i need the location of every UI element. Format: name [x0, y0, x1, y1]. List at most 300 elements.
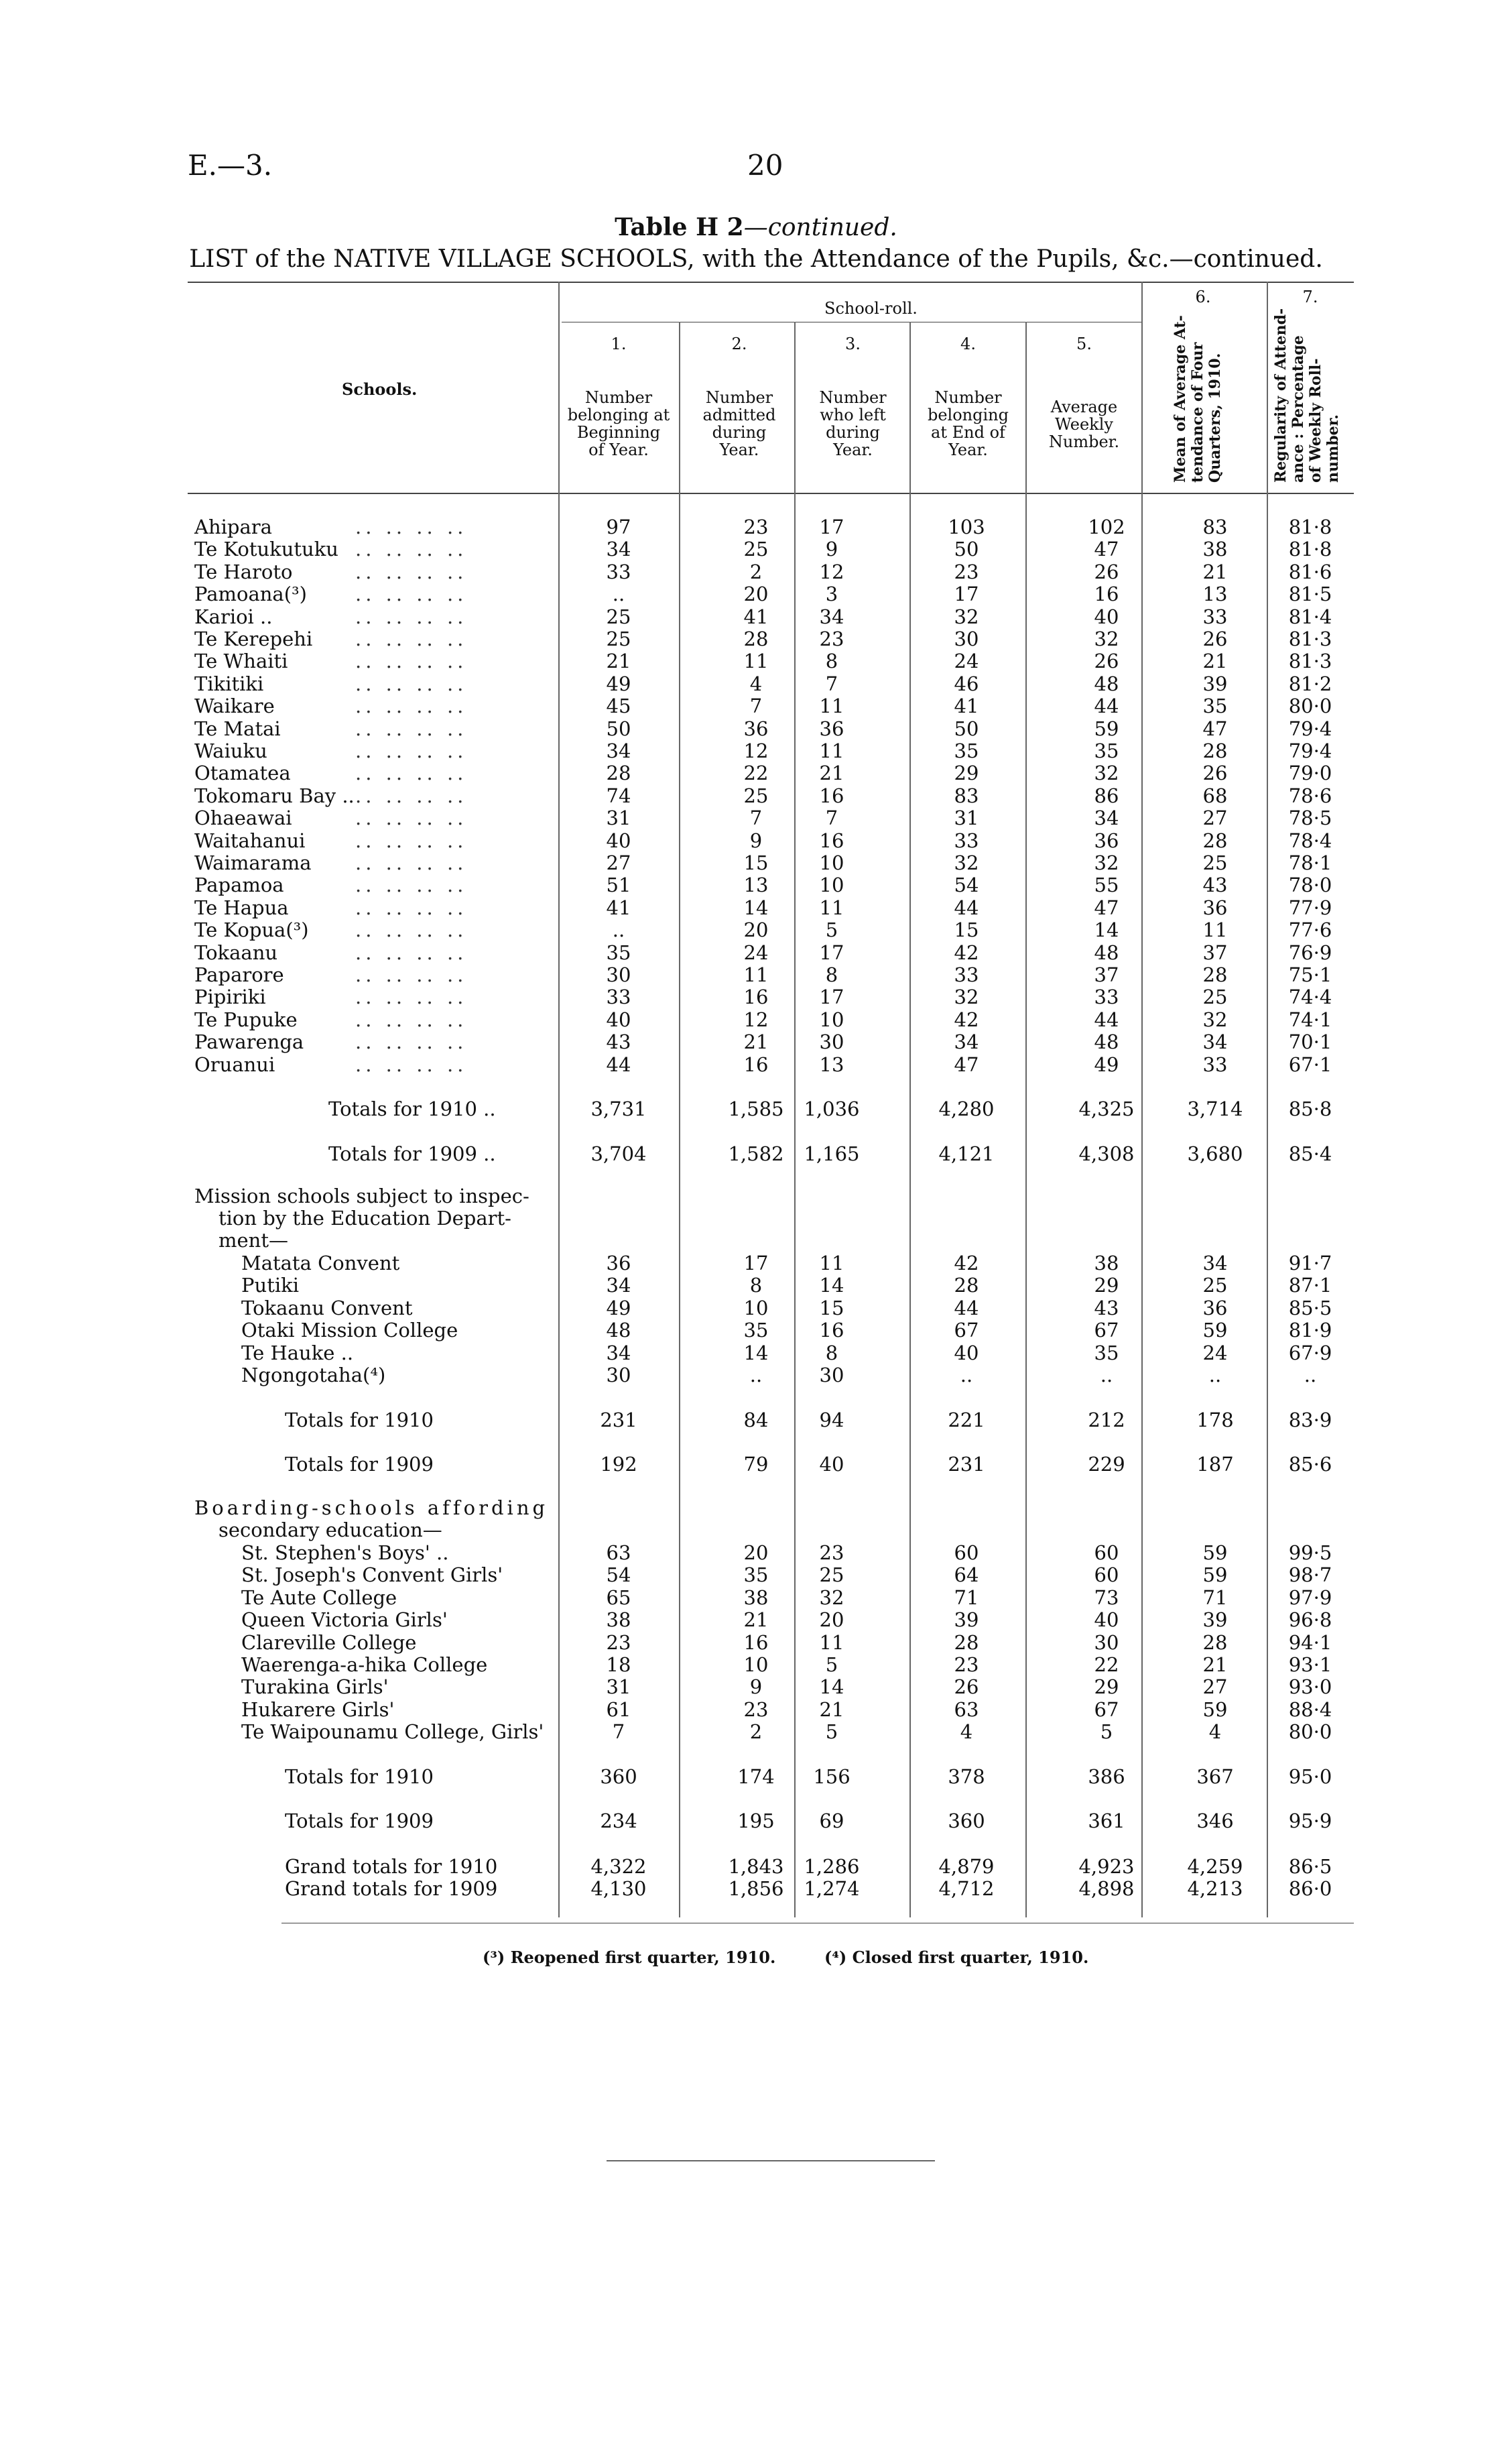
- row-label: Tokaanu: [194, 941, 278, 964]
- cell-col-6: 59: [1202, 1563, 1228, 1587]
- cell-col-3: 11: [819, 695, 844, 718]
- table-row: [0, 1319, 1512, 1342]
- cell-col-2: 24: [743, 941, 769, 964]
- cell-col-4: 4,121: [938, 1142, 995, 1165]
- cell-col-7: 80·0: [1288, 1720, 1332, 1744]
- cell-col-7: 78·1: [1288, 851, 1332, 874]
- cell-col-1: 34: [606, 538, 631, 561]
- cell-col-7: 77·9: [1288, 896, 1332, 919]
- cell-col-5: 33: [1094, 986, 1119, 1009]
- cell-col-6: 36: [1202, 1296, 1228, 1319]
- cell-col-1: 23: [606, 1630, 631, 1654]
- leader-dots: .. .. .. ..: [355, 695, 468, 718]
- row-label: Waerenga-a-hika College: [241, 1653, 488, 1676]
- cell-col-2: 14: [743, 896, 769, 919]
- cell-col-7: 78·0: [1288, 874, 1332, 897]
- table-row: [0, 1654, 1512, 1676]
- cell-col-6: 34: [1202, 1030, 1228, 1054]
- cell-col-7: 85·6: [1288, 1453, 1332, 1476]
- cell-col-5: 55: [1094, 874, 1119, 897]
- cell-col-1: 36: [606, 1252, 631, 1274]
- table-row: [0, 852, 1512, 874]
- cell-col-3: 11: [819, 739, 844, 762]
- cell-col-7: 96·8: [1288, 1608, 1332, 1632]
- cell-col-5: 86: [1094, 784, 1119, 807]
- cell-col-4: 32: [954, 851, 979, 874]
- cell-col-4: 4,280: [938, 1097, 995, 1120]
- cell-col-6: 83: [1202, 516, 1228, 538]
- table-row: [0, 874, 1512, 896]
- cell-col-1: 48: [606, 1319, 631, 1342]
- cell-col-1: 45: [606, 695, 631, 718]
- cell-col-7: 86·0: [1288, 1877, 1332, 1900]
- cell-col-7: 81·3: [1288, 628, 1332, 650]
- cell-col-3: 8: [825, 650, 838, 673]
- col-3-number: 3.: [845, 335, 861, 353]
- table-row: [0, 1054, 1512, 1076]
- cell-col-3: 10: [819, 874, 844, 897]
- cell-col-7: 81·2: [1288, 672, 1332, 695]
- cell-col-3: 14: [819, 1675, 844, 1699]
- cell-col-2: 1,585: [728, 1097, 784, 1120]
- grand-total-row: [0, 1856, 1512, 1878]
- schools-column-header: Schools.: [342, 379, 418, 399]
- table-row: [0, 695, 1512, 717]
- school-roll-header: School-roll.: [824, 299, 918, 318]
- cell-col-1: 231: [600, 1409, 637, 1431]
- cell-col-5: 67: [1094, 1698, 1119, 1721]
- leader-dots: .. .. .. ..: [355, 516, 468, 538]
- row-label: Totals for 1910: [285, 1409, 434, 1431]
- cell-col-1: 31: [606, 1675, 631, 1699]
- cell-col-1: 54: [606, 1563, 631, 1587]
- row-label: Pawarenga: [194, 1030, 304, 1054]
- cell-col-4: 35: [954, 739, 979, 762]
- cell-col-5: 44: [1094, 1008, 1119, 1031]
- cell-col-1: 43: [606, 1030, 631, 1054]
- cell-col-2: 84: [743, 1409, 769, 1431]
- table-title: Table H 2—continued.: [615, 213, 897, 241]
- leader-dots: .. .. .. ..: [355, 762, 468, 785]
- cell-col-1: 97: [606, 516, 631, 538]
- cell-col-2: 13: [743, 874, 769, 897]
- cell-col-1: 63: [606, 1541, 631, 1564]
- cell-col-2: 11: [743, 963, 769, 986]
- cell-col-5: 4,325: [1078, 1097, 1135, 1120]
- cell-col-3: 156: [813, 1765, 850, 1788]
- leader-dots: .. .. .. ..: [355, 717, 468, 740]
- table-row: [0, 1564, 1512, 1586]
- leader-dots: .. .. .. ..: [355, 829, 468, 852]
- cell-col-7: 81·6: [1288, 560, 1332, 583]
- cell-col-2: 20: [743, 918, 769, 942]
- cell-col-3: 20: [819, 1608, 844, 1632]
- row-label: Tokaanu Convent: [241, 1296, 413, 1319]
- cell-col-4: 31: [954, 807, 979, 830]
- cell-col-1: 30: [606, 1364, 631, 1386]
- row-label: Totals for 1909 ..: [328, 1142, 496, 1165]
- cell-col-4: 39: [954, 1608, 979, 1632]
- page-number: 20: [747, 149, 783, 182]
- row-label: Ngongotaha(⁴): [241, 1364, 386, 1386]
- cell-col-1: 4,130: [590, 1877, 647, 1900]
- leader-dots: .. .. .. ..: [355, 918, 468, 942]
- cell-col-4: 41: [954, 695, 979, 718]
- cell-col-5: 30: [1094, 1630, 1119, 1654]
- cell-col-2: 38: [743, 1586, 769, 1609]
- cell-col-1: 49: [606, 672, 631, 695]
- table-row: [0, 628, 1512, 650]
- col-7-number: 7.: [1302, 288, 1318, 306]
- cell-col-2: 15: [743, 851, 769, 874]
- cell-col-1: 3,731: [590, 1097, 647, 1120]
- row-label: Waiuku: [194, 739, 267, 762]
- cell-col-1: 27: [606, 851, 631, 874]
- cell-col-2: 23: [743, 516, 769, 538]
- cell-col-7: 86·5: [1288, 1855, 1332, 1878]
- cell-col-4: 15: [954, 918, 979, 942]
- cell-col-1: 30: [606, 963, 631, 986]
- cell-col-4: 30: [954, 628, 979, 650]
- cell-col-6: 4: [1208, 1720, 1222, 1744]
- cell-col-2: 1,856: [728, 1877, 784, 1900]
- row-label: Putiki: [241, 1274, 299, 1297]
- cell-col-2: 7: [749, 695, 763, 718]
- cell-col-5: 47: [1094, 896, 1119, 919]
- col-3-header: Number who left during Year.: [819, 388, 887, 459]
- table-row: [0, 897, 1512, 919]
- cell-col-2: 7: [749, 807, 763, 830]
- cell-col-3: 11: [819, 1630, 844, 1654]
- cell-col-4: 28: [954, 1274, 979, 1297]
- cell-col-5: 32: [1094, 628, 1119, 650]
- cell-col-2: 41: [743, 605, 769, 628]
- cell-col-1: ..: [612, 583, 625, 606]
- cell-col-6: 43: [1202, 874, 1228, 897]
- cell-col-1: 51: [606, 874, 631, 897]
- cell-col-4: 4,879: [938, 1855, 995, 1878]
- cell-col-2: 16: [743, 1053, 769, 1076]
- cell-col-7: 77·6: [1288, 918, 1332, 942]
- cell-col-7: 67·9: [1288, 1341, 1332, 1364]
- leader-dots: .. .. .. ..: [355, 963, 468, 986]
- cell-col-1: 65: [606, 1586, 631, 1609]
- leader-dots: .. .. .. ..: [355, 605, 468, 628]
- cell-col-3: 10: [819, 851, 844, 874]
- totals-row: [0, 1409, 1512, 1431]
- row-label: Te Hauke ..: [241, 1341, 354, 1364]
- row-label: Te Kotukutuku: [194, 538, 338, 561]
- row-label: Tokomaru Bay ..: [194, 784, 355, 807]
- row-label: Waimarama: [194, 851, 312, 874]
- row-label: Te Aute College: [241, 1586, 397, 1609]
- cell-col-7: 85·8: [1288, 1097, 1332, 1120]
- cell-col-4: 26: [954, 1675, 979, 1699]
- cell-col-5: 4,898: [1078, 1877, 1135, 1900]
- cell-col-2: 28: [743, 628, 769, 650]
- table-row: [0, 1721, 1512, 1743]
- cell-col-3: 36: [819, 717, 844, 740]
- row-label: Grand totals for 1909: [285, 1877, 498, 1900]
- cell-col-4: 28: [954, 1630, 979, 1654]
- cell-col-6: 71: [1202, 1586, 1228, 1609]
- cell-col-5: 29: [1094, 1274, 1119, 1297]
- header-top-rule: [188, 282, 1354, 283]
- table-row: [0, 1274, 1512, 1297]
- cell-col-2: 8: [749, 1274, 763, 1297]
- cell-col-2: 25: [743, 784, 769, 807]
- cell-col-1: 44: [606, 1053, 631, 1076]
- table-row: [0, 516, 1512, 538]
- row-label: Clareville College: [241, 1630, 417, 1654]
- cell-col-5: 48: [1094, 1030, 1119, 1054]
- cell-col-7: 81·8: [1288, 538, 1332, 561]
- row-label: Waikare: [194, 695, 275, 718]
- col-6-header: Mean of Average At- tendance of Four Quarters, 1910.: [1172, 315, 1224, 483]
- cell-col-1: 4,322: [590, 1855, 647, 1878]
- cell-col-6: 26: [1202, 762, 1228, 785]
- cell-col-6: 346: [1196, 1809, 1234, 1832]
- cell-col-4: 360: [948, 1809, 985, 1832]
- cell-col-7: 93·1: [1288, 1653, 1332, 1676]
- cell-col-1: 21: [606, 650, 631, 673]
- cell-col-6: 37: [1202, 941, 1228, 964]
- cell-col-6: 178: [1196, 1409, 1234, 1431]
- cell-col-3: 16: [819, 784, 844, 807]
- leader-dots: .. .. .. ..: [355, 986, 468, 1009]
- row-label: Totals for 1909: [285, 1809, 434, 1832]
- cell-col-5: 47: [1094, 538, 1119, 561]
- cell-col-5: 102: [1088, 516, 1125, 538]
- row-label: Hukarere Girls': [241, 1698, 395, 1721]
- cell-col-6: 27: [1202, 807, 1228, 830]
- cell-col-7: 97·9: [1288, 1586, 1332, 1609]
- cell-col-4: 29: [954, 762, 979, 785]
- row-label: Tikitiki: [194, 672, 264, 695]
- table-row: [0, 986, 1512, 1008]
- cell-col-3: 23: [819, 1541, 844, 1564]
- cell-col-2: 10: [743, 1653, 769, 1676]
- row-label: Ahipara: [194, 516, 272, 538]
- cell-col-7: 80·0: [1288, 695, 1332, 718]
- cell-col-2: 14: [743, 1341, 769, 1364]
- row-label: Te Matai: [194, 717, 281, 740]
- cell-col-7: 81·9: [1288, 1319, 1332, 1342]
- cell-col-5: 73: [1094, 1586, 1119, 1609]
- cell-col-3: 8: [825, 1341, 838, 1364]
- cell-col-7: 88·4: [1288, 1698, 1332, 1721]
- leader-dots: .. .. .. ..: [355, 650, 468, 673]
- cell-col-4: 42: [954, 1008, 979, 1031]
- table-row: [0, 740, 1512, 762]
- cell-col-4: 46: [954, 672, 979, 695]
- cell-col-4: 231: [948, 1453, 985, 1476]
- cell-col-1: 40: [606, 829, 631, 852]
- cell-col-3: 1,274: [804, 1877, 860, 1900]
- cell-col-5: 59: [1094, 717, 1119, 740]
- cell-col-5: 32: [1094, 762, 1119, 785]
- table-row: [0, 1542, 1512, 1564]
- cell-col-2: 195: [737, 1809, 775, 1832]
- cell-col-2: 22: [743, 762, 769, 785]
- col-2-number: 2.: [731, 335, 747, 353]
- cell-col-6: ..: [1208, 1364, 1222, 1386]
- cell-col-1: 61: [606, 1698, 631, 1721]
- row-label: Ohaeawai: [194, 807, 292, 830]
- cell-col-5: 229: [1088, 1453, 1125, 1476]
- cell-col-6: 35: [1202, 695, 1228, 718]
- row-label: Otamatea: [194, 762, 291, 785]
- cell-col-7: 74·4: [1288, 986, 1332, 1009]
- leader-dots: .. .. .. ..: [355, 538, 468, 561]
- cell-col-1: 38: [606, 1608, 631, 1632]
- cell-col-5: 44: [1094, 695, 1119, 718]
- cell-col-6: 25: [1202, 1274, 1228, 1297]
- cell-col-2: 23: [743, 1698, 769, 1721]
- cell-col-2: 25: [743, 538, 769, 561]
- cell-col-4: 17: [954, 583, 979, 606]
- cell-col-1: 192: [600, 1453, 637, 1476]
- cell-col-3: 17: [819, 941, 844, 964]
- row-label: Te Waipounamu College, Girls': [241, 1720, 544, 1744]
- cell-col-3: 94: [819, 1409, 844, 1431]
- cell-col-6: 11: [1202, 918, 1228, 942]
- totals-row: [0, 1810, 1512, 1832]
- footnote-closed: (⁴) Closed first quarter, 1910.: [824, 1948, 1089, 1967]
- cell-col-7: 95·0: [1288, 1765, 1332, 1788]
- cell-col-5: 4,923: [1078, 1855, 1135, 1878]
- cell-col-1: 31: [606, 807, 631, 830]
- table-row: [0, 561, 1512, 583]
- cell-col-7: 81·3: [1288, 650, 1332, 673]
- cell-col-7: 81·4: [1288, 605, 1332, 628]
- row-label: Oruanui: [194, 1053, 275, 1076]
- row-label: Karioi ..: [194, 605, 273, 628]
- cell-col-4: 24: [954, 650, 979, 673]
- cell-col-6: 4,259: [1187, 1855, 1243, 1878]
- cell-col-4: 50: [954, 538, 979, 561]
- row-label: St. Joseph's Convent Girls': [241, 1563, 503, 1587]
- cell-col-5: 43: [1094, 1296, 1119, 1319]
- table-row: [0, 1009, 1512, 1031]
- cell-col-6: 26: [1202, 628, 1228, 650]
- row-label: Paparore: [194, 963, 284, 986]
- cell-col-3: 69: [819, 1809, 844, 1832]
- cell-col-6: 28: [1202, 829, 1228, 852]
- cell-col-5: 60: [1094, 1541, 1119, 1564]
- cell-col-6: 28: [1202, 963, 1228, 986]
- cell-col-7: 95·9: [1288, 1809, 1332, 1832]
- cell-col-6: 27: [1202, 1675, 1228, 1699]
- totals-row: [0, 1143, 1512, 1165]
- row-label: Otaki Mission College: [241, 1319, 458, 1342]
- cell-col-5: 26: [1094, 650, 1119, 673]
- cell-col-6: 33: [1202, 605, 1228, 628]
- cell-col-6: 28: [1202, 1630, 1228, 1654]
- cell-col-3: 13: [819, 1053, 844, 1076]
- leader-dots: .. .. .. ..: [355, 1008, 468, 1031]
- cell-col-4: 23: [954, 560, 979, 583]
- cell-col-3: 9: [825, 538, 838, 561]
- cell-col-3: 11: [819, 1252, 844, 1274]
- cell-col-4: 44: [954, 896, 979, 919]
- cell-col-1: 360: [600, 1765, 637, 1788]
- cell-col-7: ..: [1304, 1364, 1317, 1386]
- cell-col-6: 39: [1202, 1608, 1228, 1632]
- leader-dots: .. .. .. ..: [355, 851, 468, 874]
- table-row: [0, 673, 1512, 695]
- table-row: [0, 583, 1512, 605]
- cell-col-1: 34: [606, 739, 631, 762]
- cell-col-2: 16: [743, 1630, 769, 1654]
- row-label: Pamoana(³): [194, 583, 307, 606]
- cell-col-2: 1,582: [728, 1142, 784, 1165]
- cell-col-3: 16: [819, 829, 844, 852]
- col-1-header: Number belonging at Beginning of Year.: [567, 388, 670, 459]
- cell-col-6: 4,213: [1187, 1877, 1243, 1900]
- cell-col-7: 93·0: [1288, 1675, 1332, 1699]
- cell-col-4: 83: [954, 784, 979, 807]
- col-5-number: 5.: [1076, 335, 1092, 353]
- table-row: [0, 606, 1512, 628]
- cell-col-3: 40: [819, 1453, 844, 1476]
- cell-col-5: 48: [1094, 941, 1119, 964]
- row-label: Turakina Girls': [241, 1675, 389, 1699]
- cell-col-4: 4: [960, 1720, 973, 1744]
- leader-dots: .. .. .. ..: [355, 628, 468, 650]
- cell-col-5: 38: [1094, 1252, 1119, 1274]
- row-label: Te Whaiti: [194, 650, 288, 673]
- cell-col-6: 33: [1202, 1053, 1228, 1076]
- table-row: [0, 830, 1512, 852]
- table-subtitle: LIST of the NATIVE VILLAGE SCHOOLS, with the Attendance of the Pupils, &c.—continued.: [189, 245, 1323, 273]
- end-rule: [607, 2160, 935, 2161]
- cell-col-3: 5: [825, 1653, 838, 1676]
- cell-col-7: 85·4: [1288, 1142, 1332, 1165]
- cell-col-2: 12: [743, 1008, 769, 1031]
- cell-col-3: 1,165: [804, 1142, 860, 1165]
- cell-col-4: 221: [948, 1409, 985, 1431]
- cell-col-5: 4,308: [1078, 1142, 1135, 1165]
- cell-col-2: 17: [743, 1252, 769, 1274]
- cell-col-5: 32: [1094, 851, 1119, 874]
- cell-col-2: 35: [743, 1319, 769, 1342]
- cell-col-6: 28: [1202, 739, 1228, 762]
- cell-col-5: 361: [1088, 1809, 1125, 1832]
- cell-col-7: 98·7: [1288, 1563, 1332, 1587]
- cell-col-6: 21: [1202, 560, 1228, 583]
- header-bottom-rule: [188, 493, 1354, 494]
- col-5-header: Average Weekly Number.: [1048, 398, 1120, 451]
- cell-col-7: 67·1: [1288, 1053, 1332, 1076]
- row-label: Totals for 1909: [285, 1453, 434, 1476]
- cell-col-6: 36: [1202, 896, 1228, 919]
- cell-col-4: 42: [954, 1252, 979, 1274]
- cell-col-3: 1,036: [804, 1097, 860, 1120]
- cell-col-1: 234: [600, 1809, 637, 1832]
- boarding-section-heading: Boarding-schools affording secondary education—: [194, 1496, 549, 1541]
- cell-col-2: 79: [743, 1453, 769, 1476]
- cell-col-7: 78·4: [1288, 829, 1332, 852]
- cell-col-1: 25: [606, 605, 631, 628]
- row-label: Te Kerepehi: [194, 628, 313, 650]
- table-row: [0, 538, 1512, 560]
- cell-col-1: 18: [606, 1653, 631, 1676]
- cell-col-5: 36: [1094, 829, 1119, 852]
- table-row: [0, 1676, 1512, 1698]
- cell-col-6: 21: [1202, 650, 1228, 673]
- row-label: Te Haroto: [194, 560, 293, 583]
